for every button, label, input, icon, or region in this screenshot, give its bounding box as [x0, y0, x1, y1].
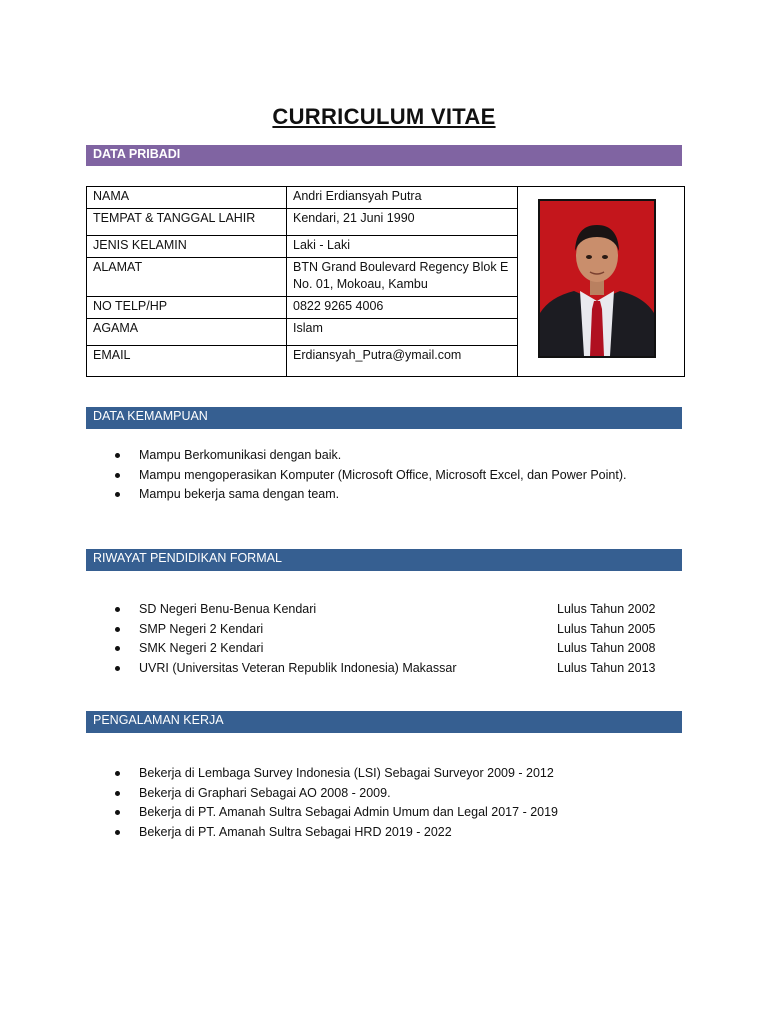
list-item — [115, 784, 675, 804]
list-item — [115, 600, 675, 620]
list-item — [115, 823, 675, 843]
section-header-data-kemampuan: DATA KEMAMPUAN — [86, 407, 682, 429]
page-title: CURRICULUM VITAE — [272, 104, 496, 129]
experience-list — [115, 764, 675, 842]
bullet-icon — [115, 453, 120, 458]
field-label-alamat: ALAMAT — [87, 258, 287, 297]
profile-photo — [538, 199, 656, 358]
field-value-email: Erdiansyah_Putra@ymail.com — [287, 346, 518, 377]
bullet-icon — [115, 666, 120, 671]
bullet-icon — [115, 627, 120, 632]
table-row — [87, 236, 518, 258]
table-row — [87, 346, 518, 377]
section-header-riwayat-pendidikan: RIWAYAT PENDIDIKAN FORMAL — [86, 549, 682, 571]
bullet-icon — [115, 473, 120, 478]
field-label-nama: NAMA — [87, 187, 287, 209]
list-item — [115, 446, 675, 466]
school-name: SMK Negeri 2 Kendari — [139, 641, 264, 656]
experience-text: Bekerja di Lembaga Survey Indonesia (LSI) Sebagai Surveyor 2009 - 2012 — [139, 766, 554, 780]
field-value-alamat: BTN Grand Boulevard Regency Blok E No. 01, Mokoau, Kambu — [287, 258, 518, 297]
bullet-icon — [115, 810, 120, 815]
bullet-icon — [115, 771, 120, 776]
experience-text: Bekerja di Graphari Sebagai AO 2008 - 2009. — [139, 785, 391, 800]
bullet-icon — [115, 830, 120, 835]
skill-text: Mampu bekerja sama dengan team. — [139, 487, 340, 502]
field-label-agama: AGAMA — [87, 319, 287, 346]
school-name: UVRI (Universitas Veteran Republik Indonesia) Makassar — [139, 660, 457, 675]
section-header-pengalaman-kerja: PENGALAMAN KERJA — [86, 711, 682, 733]
bullet-icon — [115, 607, 120, 612]
table-row — [87, 209, 518, 236]
personal-data-table — [86, 186, 518, 377]
bullet-icon — [115, 646, 120, 651]
list-item — [115, 764, 675, 784]
list-item — [115, 466, 675, 486]
graduation-year: Lulus Tahun 2005 — [557, 621, 656, 636]
field-label-ttl: TEMPAT & TANGGAL LAHIR — [87, 209, 287, 236]
bullet-icon — [115, 791, 120, 796]
field-value-agama: Islam — [287, 319, 518, 346]
list-item — [115, 803, 675, 823]
table-row — [87, 319, 518, 346]
list-item — [115, 485, 675, 505]
graduation-year: Lulus Tahun 2008 — [557, 641, 656, 656]
table-row — [87, 258, 518, 297]
field-label-jenis-kelamin: JENIS KELAMIN — [87, 236, 287, 258]
skills-list — [115, 446, 675, 505]
table-row — [87, 297, 518, 319]
bullet-icon — [115, 492, 120, 497]
experience-text: Bekerja di PT. Amanah Sultra Sebagai HRD 2019 - 2022 — [139, 824, 452, 839]
school-name: SMP Negeri 2 Kendari — [139, 621, 264, 636]
list-item — [115, 639, 675, 659]
person-portrait-icon — [540, 201, 654, 356]
graduation-year: Lulus Tahun 2013 — [557, 660, 656, 675]
table-row — [87, 187, 518, 209]
graduation-year: Lulus Tahun 2002 — [557, 602, 656, 616]
field-value-ttl: Kendari, 21 Juni 1990 — [287, 209, 518, 236]
field-label-email: EMAIL — [87, 346, 287, 377]
field-value-jenis-kelamin: Laki - Laki — [287, 236, 518, 258]
field-label-telp: NO TELP/HP — [87, 297, 287, 319]
field-value-nama: Andri Erdiansyah Putra — [287, 187, 518, 209]
field-value-telp: 0822 9265 4006 — [287, 297, 518, 319]
education-list — [115, 600, 675, 678]
skill-text: Mampu Berkomunikasi dengan baik. — [139, 448, 342, 462]
list-item — [115, 659, 675, 679]
section-header-data-pribadi: DATA PRIBADI — [86, 145, 682, 166]
list-item — [115, 620, 675, 640]
school-name: SD Negeri Benu-Benua Kendari — [139, 602, 317, 616]
skill-text: Mampu mengoperasikan Komputer (Microsoft Office, Microsoft Excel, dan Power Point). — [139, 467, 627, 482]
experience-text: Bekerja di PT. Amanah Sultra Sebagai Admin Umum dan Legal 2017 - 2019 — [139, 805, 559, 820]
